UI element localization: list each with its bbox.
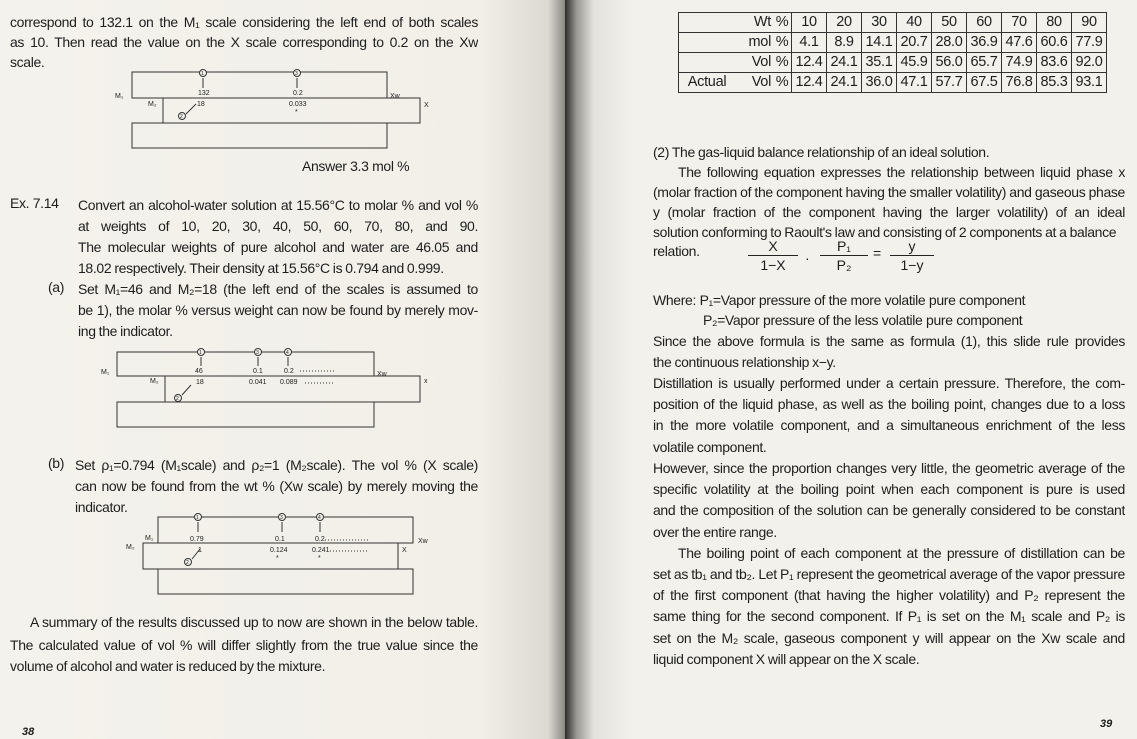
text-line: (molar fraction of the component having the smaller volatility) and gaseous phase — [653, 184, 1125, 200]
results-table — [678, 12, 1107, 93]
text-line: volatile component. — [653, 438, 767, 455]
scale-value: 0.033 — [289, 101, 307, 108]
table-cell: 77.9 — [1072, 33, 1107, 53]
numerator: P₁ — [820, 237, 868, 256]
slide-rule-diagrams — [0, 0, 565, 739]
page-number-left: 38 — [22, 726, 35, 738]
table-cell: 70 — [1002, 13, 1037, 33]
step-number: 2 — [186, 560, 189, 566]
step-number: 3 — [295, 71, 298, 77]
table-cell: 40 — [897, 13, 932, 33]
table-cell: 8.9 — [827, 33, 862, 53]
equals-sign: = — [873, 245, 881, 261]
table-cell: 67.5 — [967, 73, 1002, 93]
step-number: 3 — [256, 350, 259, 356]
denominator: 1−y — [900, 257, 924, 273]
scale-value: 0.1 — [253, 368, 263, 375]
table-cell: 76.8 — [1002, 73, 1037, 93]
row-percent: % — [773, 53, 792, 73]
scale-value: 0.041 — [249, 379, 267, 386]
table-cell: 93.1 — [1072, 73, 1107, 93]
table-cell: 74.9 — [1002, 53, 1037, 73]
row-prefix — [679, 13, 736, 33]
table-cell: 85.3 — [1037, 73, 1072, 93]
text-line: liquid component X will appear on the X scale. — [653, 650, 920, 667]
text-line: volume of alcohol and water is reduced by the mixture. — [10, 658, 326, 674]
denominator: P₂ — [836, 257, 852, 273]
page-number-right: 39 — [1100, 718, 1113, 730]
step-number: 1 — [196, 515, 199, 521]
text-line: the continuous relationship x−y. — [653, 354, 836, 371]
cursor-mark: * — [295, 109, 298, 116]
table-cell: 60.6 — [1037, 33, 1072, 53]
table-cell: 4.1 — [792, 33, 827, 53]
step-number: 1 — [199, 350, 202, 356]
text-line: set on the M₂ scale, gaseous component y will appear on the Xw scale and — [653, 629, 1125, 646]
row-unit: Vol — [735, 73, 773, 93]
table-cell: 20 — [827, 13, 862, 33]
diagram-1 — [132, 70, 420, 149]
text-line: and the composition of the solution can be generally considered to be constant — [653, 502, 1125, 519]
numerator: X — [748, 237, 798, 256]
denominator: 1−X — [760, 257, 786, 273]
text-line: position of the liquid phase, as well as the boiling point, changes due to a loss — [653, 396, 1125, 413]
table-cell: 65.7 — [967, 53, 1002, 73]
text-line: set as tb₁ and tb₂. Let P₁ represent the geometrical average of the vapor pressure — [653, 566, 1125, 582]
scale-value: 18 — [196, 379, 204, 386]
text-line: The following equation expresses the relationship between liquid phase x — [678, 164, 1125, 180]
table-cell: 80 — [1037, 13, 1072, 33]
m2-scale-label: M₂ — [126, 544, 135, 551]
x-scale-label: X — [402, 547, 407, 554]
table-cell: 30 — [862, 13, 897, 33]
part-b-label: (b) — [48, 455, 65, 471]
scale-value: 0.089 — [280, 379, 298, 386]
text-line: The molecular weights of pure alcohol and water are 46.05 and — [78, 239, 478, 255]
text-line: solution conforming to Raoult's law and consisting of 2 components at a balance — [653, 224, 1117, 240]
boiling-point-paragraph — [653, 564, 1125, 670]
scale-value: 18 — [197, 101, 205, 108]
scale-value: 0.124 — [270, 547, 288, 554]
table-cell: 12.4 — [792, 73, 827, 93]
scale-value: 0.79 — [190, 536, 204, 543]
table-cell: 50 — [932, 13, 967, 33]
text-line: in the more volatile component, and a simultaneous enrichment of the less — [653, 417, 1125, 434]
text-line: y (molar fraction of the component having the larger volatility) of an ideal — [653, 204, 1125, 220]
however-paragraph — [653, 458, 1125, 543]
m1-scale-label: M₁ — [101, 369, 110, 376]
step-number: 2 — [180, 114, 183, 120]
text-line: The boiling point of each component at the pressure of distillation can be — [678, 545, 1125, 561]
section-heading — [653, 142, 1125, 162]
text-line: Set ρ₁=0.794 (M₁scale) and ρ₂=1 (M₂scale). The vol % (X scale) — [75, 457, 478, 473]
text-line: Distillation is usually performed under a certain pressure. Therefore, the com- — [653, 375, 1125, 391]
table-cell: 24.1 — [827, 53, 862, 73]
x-scale-label: X — [424, 102, 429, 109]
step-number: 4 — [318, 515, 321, 521]
m2-scale-label: M₂ — [150, 378, 159, 385]
where-p2: P₂=Vapor pressure of the less volatile pure component — [703, 312, 1023, 328]
text-line: ing the indicator. — [78, 323, 173, 339]
table-cell: 14.1 — [862, 33, 897, 53]
table-cell: 47.1 — [897, 73, 932, 93]
row-percent: % — [773, 33, 792, 53]
table-cell: 36.9 — [967, 33, 1002, 53]
text-line: same thing for the second component. If P₁ is set on the M₁ scale and P₂ is — [653, 608, 1125, 625]
scale-value: 46 — [195, 368, 203, 375]
scale-value: 0.2 — [284, 368, 294, 375]
table-cell: 28.0 — [932, 33, 967, 53]
text-line: 18.02 respectively. Their density at 15.56°C is 0.794 and 0.999. — [78, 260, 444, 276]
formula-note — [653, 331, 1125, 373]
equation-intro-paragraph — [653, 162, 1125, 242]
table-cell: 92.0 — [1072, 53, 1107, 73]
scale-value: 0.1 — [275, 536, 285, 543]
part-a-label: (a) — [48, 279, 65, 295]
answer-text: Answer 3.3 mol % — [302, 158, 410, 174]
text-line: can now be found from the wt % (Xw scale) by merely moving the — [75, 478, 478, 494]
table-row — [679, 53, 1107, 73]
row-prefix: Actual — [679, 73, 736, 93]
example-label: Ex. 7.14 — [10, 195, 59, 211]
diagram-2 — [117, 349, 420, 428]
cursor-mark: * — [276, 555, 279, 562]
table-cell: 36.0 — [862, 73, 897, 93]
summary-first-line: A summary of the results discussed up to now are shown in the below table. — [30, 614, 478, 630]
row-percent: % — [773, 13, 792, 33]
where-p1: Where: P₁=Vapor pressure of the more volatile pure component — [653, 292, 1026, 308]
table-cell: 10 — [792, 13, 827, 33]
scale-value: 0.241 — [312, 547, 330, 554]
table-cell: 24.1 — [827, 73, 862, 93]
xw-scale-label: Xw — [377, 371, 387, 378]
row-prefix — [679, 33, 736, 53]
table-cell: 47.6 — [1002, 33, 1037, 53]
scale-value: 1 — [198, 547, 202, 554]
text-line: (2) The gas-liquid balance relationship of an ideal solution. — [653, 144, 990, 160]
step-number: 3 — [280, 515, 283, 521]
text-line: over the entire range. — [653, 523, 777, 540]
relation-label: relation. — [653, 243, 700, 259]
step-number: 2 — [176, 396, 179, 402]
m2-scale-label: M₂ — [148, 101, 157, 108]
step-number: 1 — [201, 71, 204, 77]
text-line: indicator. — [75, 499, 128, 515]
text-line: as 10. Then read the value on the X scale corresponding to 0.2 on the Xw — [10, 34, 478, 50]
distillation-paragraph — [653, 373, 1125, 458]
text-line: scale. — [10, 54, 45, 70]
text-line: Since the above formula is the same as formula (1), this slide rule provides — [653, 333, 1125, 349]
table-row — [679, 73, 1107, 93]
row-unit: mol — [735, 33, 773, 53]
text-line: correspond to 132.1 on the M₁ scale considering the left end of both scales — [10, 14, 478, 30]
numerator: y — [890, 237, 934, 256]
row-unit: Vol — [735, 53, 773, 73]
scale-value: 0.2 — [293, 90, 303, 97]
text-line: at weights of 10, 20, 30, 40, 50, 60, 70, 80, and 90. — [78, 218, 478, 234]
text-line: of the first component (that having the higher volatility) and P₂ represent the — [653, 587, 1125, 604]
row-prefix — [679, 53, 736, 73]
table-cell: 45.9 — [897, 53, 932, 73]
text-line: specific volatility at the boiling point when each component is pure is used — [653, 481, 1125, 498]
table-row — [679, 13, 1107, 33]
cursor-mark: * — [318, 555, 321, 562]
text-line: be 1), the molar % versus weight can now be found by merely mov- — [78, 302, 478, 318]
text-line: Convert an alcohol-water solution at 15.56°C to molar % and vol % — [78, 197, 478, 213]
text-line: Set M₁=46 and M₂=18 (the left end of the scales is assumed to — [78, 281, 478, 297]
m1-scale-label: M₁ — [145, 535, 154, 542]
table-cell: 90 — [1072, 13, 1107, 33]
scale-value: 132 — [198, 90, 210, 97]
xw-scale-label: Xw — [390, 93, 400, 100]
table-cell: 56.0 — [932, 53, 967, 73]
xw-scale-label: Xw — [418, 538, 428, 545]
table-cell: 60 — [967, 13, 1002, 33]
m1-scale-label: M₁ — [115, 93, 124, 100]
table-cell: 57.7 — [932, 73, 967, 93]
table-cell: 12.4 — [792, 53, 827, 73]
table-cell: 35.1 — [862, 53, 897, 73]
row-unit: Wt — [735, 13, 773, 33]
multiply-dot: · — [805, 250, 810, 266]
text-line: The calculated value of vol % will differ slightly from the true value since the — [10, 637, 478, 653]
boiling-point-line — [678, 543, 1125, 564]
x-scale-label: x — [424, 378, 428, 385]
step-number: 4 — [286, 350, 289, 356]
row-percent: % — [773, 73, 792, 93]
table-row — [679, 33, 1107, 53]
scale-value: 0.2 — [315, 536, 325, 543]
text-line: However, since the proportion changes very little, the geometric average of the — [653, 460, 1125, 476]
table-cell: 20.7 — [897, 33, 932, 53]
table-cell: 83.6 — [1037, 53, 1072, 73]
